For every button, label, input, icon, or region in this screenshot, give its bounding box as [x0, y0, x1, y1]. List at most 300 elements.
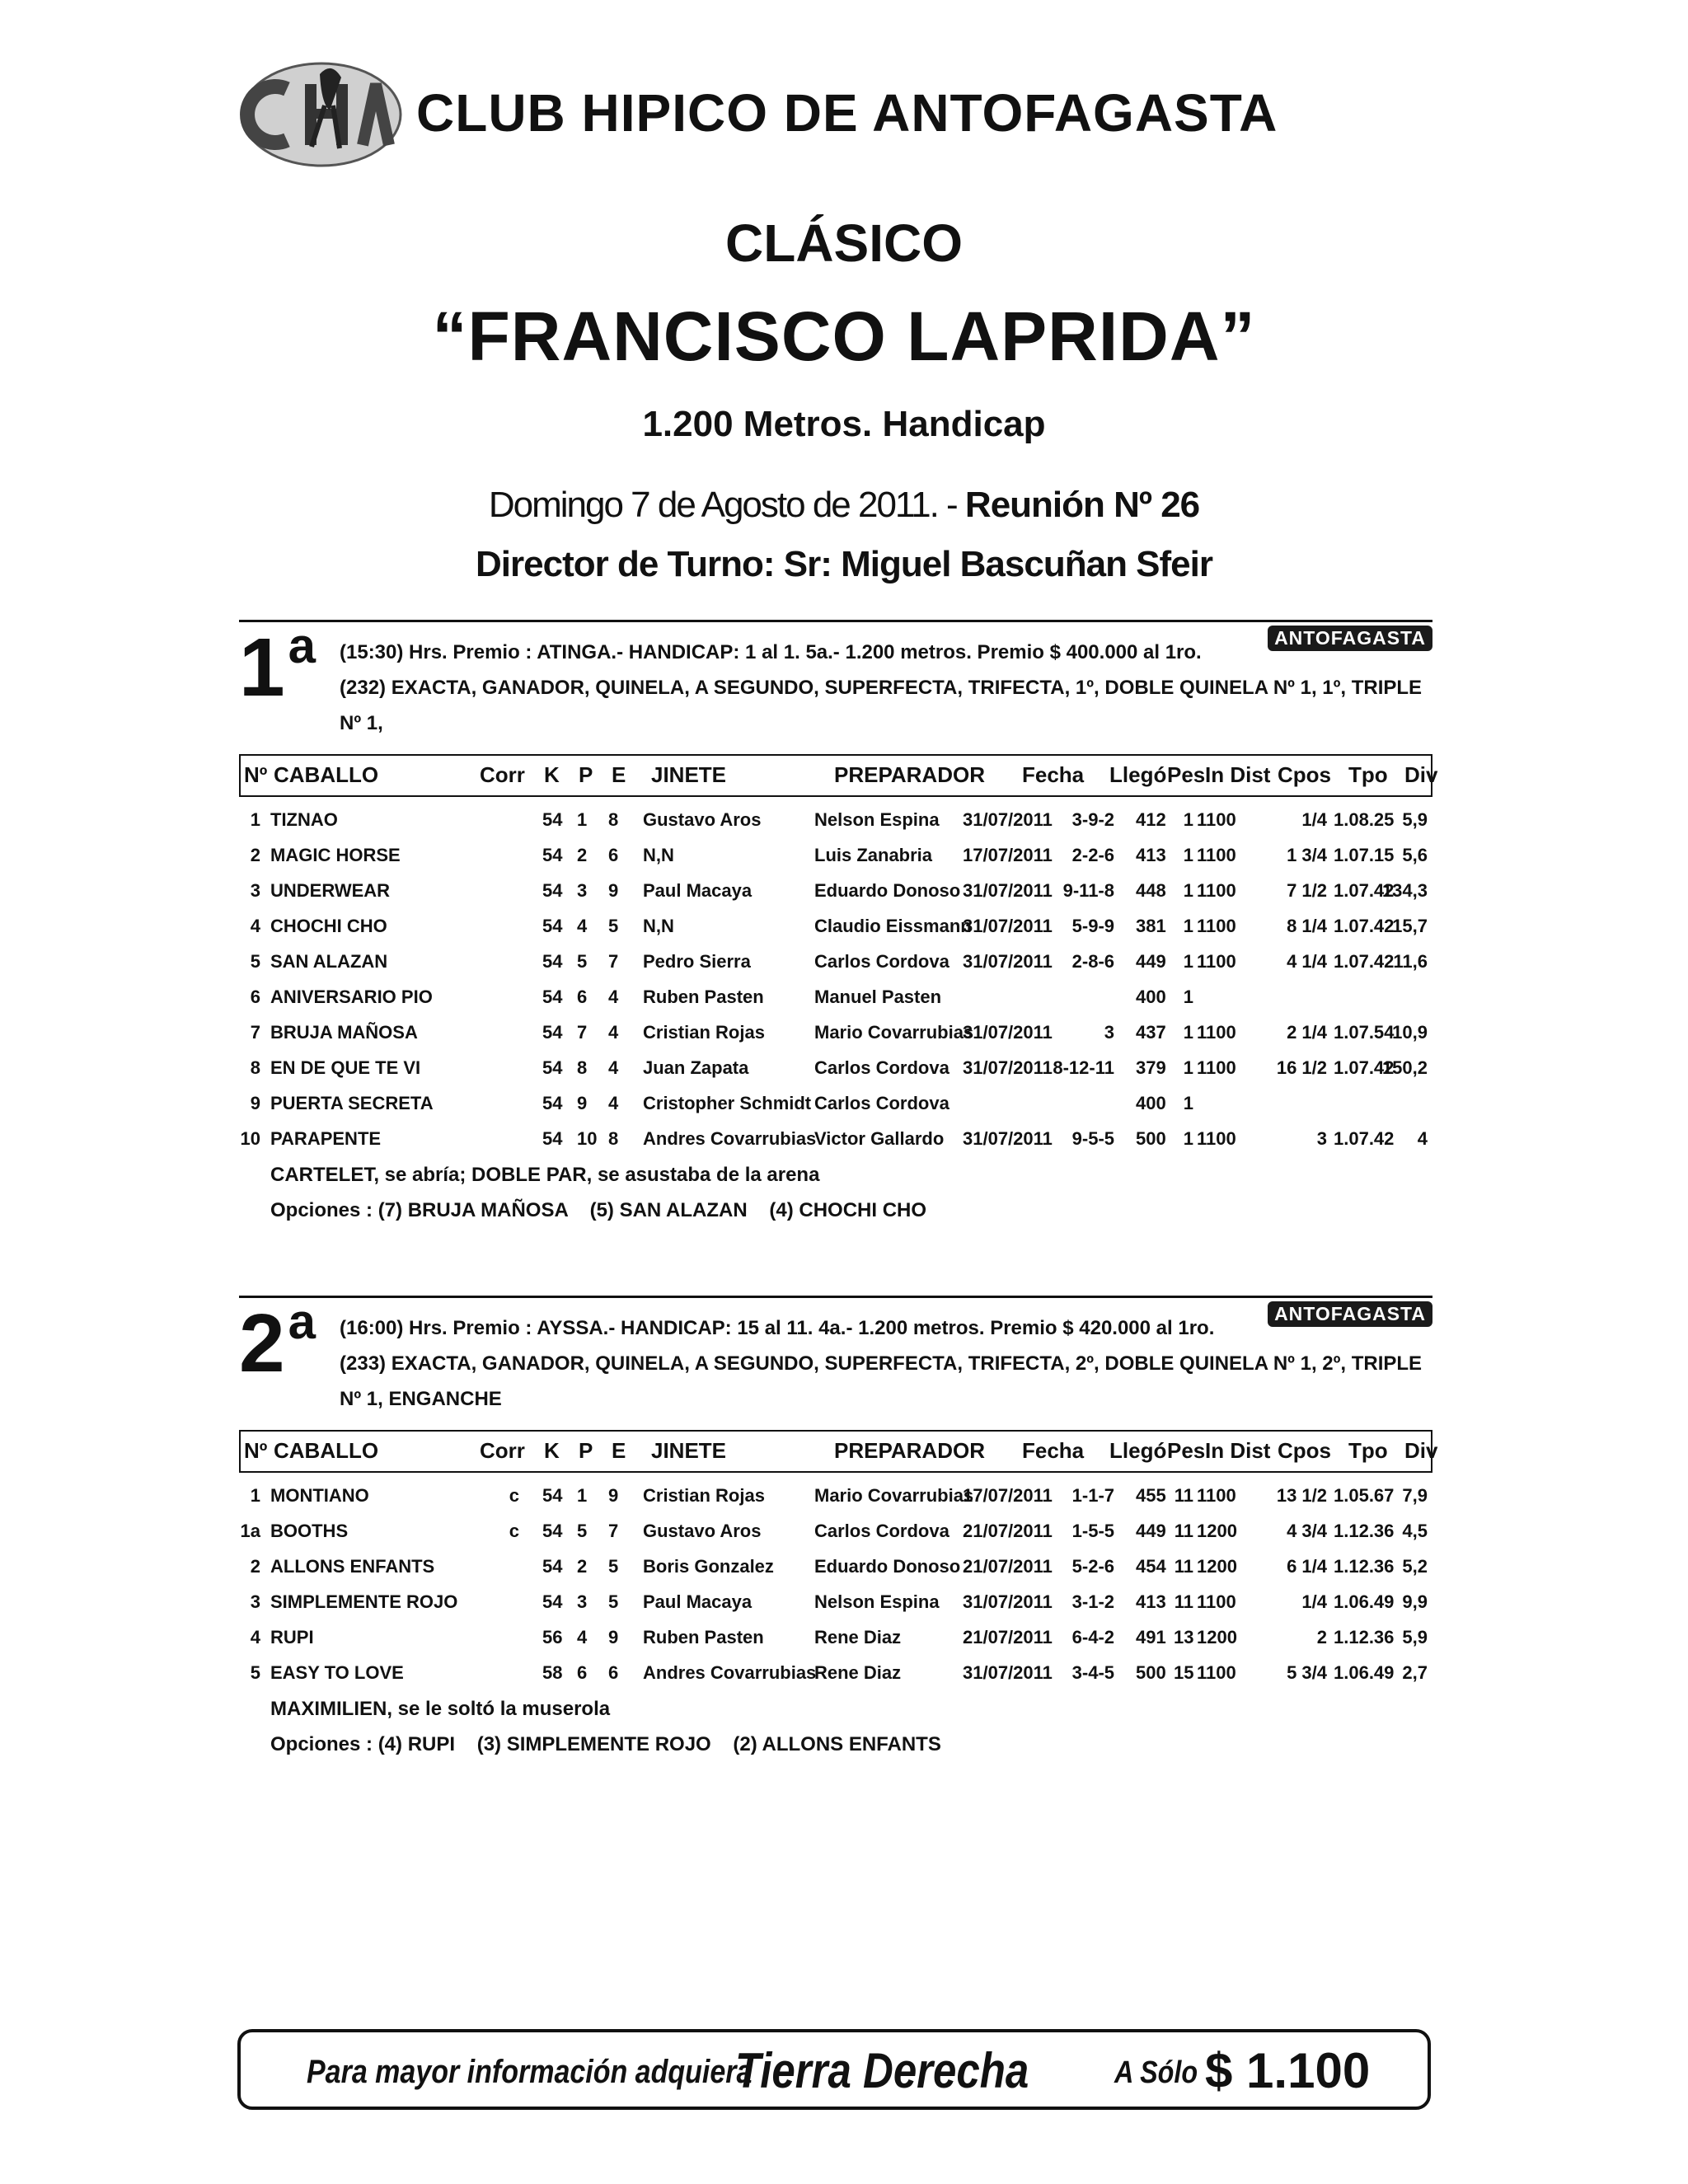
table-row [239, 1551, 1432, 1586]
cell-k: 54 [542, 1591, 563, 1612]
column-header-tpo: Tpo [1348, 1438, 1388, 1463]
cell-dist: 1100 [1197, 845, 1236, 865]
cell-pes: 400 [1136, 1093, 1166, 1113]
cell-k: 54 [542, 1556, 563, 1577]
race-number [239, 618, 316, 714]
race-info [340, 1310, 1428, 1417]
cell-pes: 400 [1136, 987, 1166, 1007]
cell-no: 5 [250, 1662, 260, 1683]
footer-price: $ 1.100 [1205, 2043, 1371, 2098]
cell-div: 2,7 [1402, 1662, 1428, 1683]
cell-no: 3 [250, 880, 260, 901]
cell-p: 1 [577, 809, 588, 830]
cell-jinete: Gustavo Aros [643, 809, 762, 830]
column-header-jinete: JINETE [651, 1438, 727, 1463]
cell-jinete: Andres Covarrubias [643, 1662, 817, 1683]
cell-preparador: Mario Covarrubias [814, 1022, 974, 1043]
cell-tpo: 1.07.42 [1334, 916, 1395, 936]
cell-no: 7 [250, 1022, 260, 1043]
cell-no: 2 [250, 1556, 260, 1577]
cell-no: 9 [250, 1093, 260, 1113]
column-header-llego: Llegó [1109, 762, 1167, 787]
cell-e: 9 [608, 1627, 619, 1647]
cell-cpos: 2 [1316, 1627, 1327, 1647]
cell-k: 54 [542, 880, 563, 901]
cell-in: 1 [1183, 1057, 1193, 1078]
date-line [0, 485, 1688, 526]
cell-llego: 3-4-5 [1071, 1662, 1114, 1683]
cell-e: 5 [608, 1556, 619, 1577]
cell-e: 8 [608, 1128, 619, 1149]
location-badge: ANTOFAGASTA [1268, 626, 1432, 651]
director-line: Director de Turno: Sr: Miguel Bascuñan Sfeir [476, 544, 1212, 584]
column-header-jinete: JINETE [651, 762, 727, 787]
cell-caballo: PARAPENTE [270, 1128, 382, 1149]
cell-pes: 449 [1136, 951, 1166, 972]
cell-k: 54 [542, 1093, 563, 1113]
cell-cpos: 6 1/4 [1287, 1556, 1327, 1577]
cell-no: 6 [250, 987, 260, 1007]
cell-tpo: 1.07.42 [1334, 951, 1395, 972]
cell-no: 4 [250, 916, 260, 936]
cell-in: 13 [1174, 1627, 1194, 1647]
race-info [340, 635, 1428, 741]
event-type: CLÁSICO [725, 213, 963, 273]
race-info-line1: (16:00) Hrs. Premio : AYSSA.- HANDICAP: 15 al 11. 4a.- 1.200 metros. Premio $ 420.000 al 1ro. [340, 1317, 1215, 1339]
cell-caballo: EN DE QUE TE VI [270, 1057, 421, 1078]
cell-in: 1 [1183, 987, 1193, 1007]
cell-fecha: 21/07/2011 [963, 1521, 1053, 1541]
cell-cpos: 13 1/2 [1276, 1485, 1327, 1506]
column-header-corr: Corr [480, 1438, 525, 1463]
cell-in: 15 [1174, 1662, 1194, 1683]
cell-tpo: 1.12.36 [1334, 1556, 1395, 1577]
cell-no: 1 [250, 809, 260, 830]
cell-cpos: 16 1/2 [1276, 1057, 1327, 1078]
cell-p: 9 [577, 1093, 588, 1113]
cell-tpo: 1.07.42 [1334, 1128, 1395, 1149]
race-info-line2: (232) EXACTA, GANADOR, QUINELA, A SEGUNDO, SUPERFECTA, TRIFECTA, 1º, DOBLE QUINELA Nº 1, 1º, TRIPLE [340, 677, 1423, 699]
cell-e: 6 [608, 1662, 619, 1683]
cell-pes: 455 [1136, 1485, 1166, 1506]
cell-pes: 491 [1136, 1627, 1166, 1647]
table-row [239, 1480, 1432, 1516]
cell-jinete: Ruben Pasten [643, 987, 764, 1007]
cell-pes: 379 [1136, 1057, 1166, 1078]
cell-k: 54 [542, 987, 563, 1007]
cell-e: 5 [608, 1591, 619, 1612]
column-header-div: Div [1404, 1438, 1438, 1463]
column-header-pes: Pes [1167, 1438, 1206, 1463]
cell-caballo: MAGIC HORSE [270, 845, 401, 865]
cell-dist: 1100 [1197, 1591, 1236, 1612]
race-info-line3: Nº 1, ENGANCHE [340, 1388, 502, 1410]
cell-preparador: Carlos Cordova [814, 1057, 950, 1078]
cell-jinete: Cristian Rojas [643, 1022, 765, 1043]
cell-in: 1 [1183, 1022, 1193, 1043]
column-header-div: Div [1404, 762, 1438, 787]
club-logo [239, 56, 404, 173]
cell-jinete: Cristian Rojas [643, 1485, 765, 1506]
column-header-no: Nº [244, 762, 268, 787]
column-header-caballo: CABALLO [274, 762, 379, 787]
table-row [239, 982, 1432, 1017]
cell-e: 7 [608, 1521, 619, 1541]
table-row [239, 840, 1432, 875]
cell-corr: c [509, 1521, 519, 1541]
cell-pes: 500 [1136, 1128, 1166, 1149]
cell-e: 4 [608, 1057, 619, 1078]
cell-llego: 3-1-2 [1071, 1591, 1114, 1612]
cell-jinete: Juan Zapata [643, 1057, 749, 1078]
location-badge: ANTOFAGASTA [1268, 1301, 1432, 1327]
table-row [239, 1516, 1432, 1551]
cell-div: 9,9 [1402, 1591, 1428, 1612]
cell-no: 1a [240, 1521, 260, 1541]
column-header-e: E [612, 1438, 626, 1463]
cell-fecha: 31/07/2011 [963, 916, 1053, 936]
race-number-digit: 2 [239, 1297, 285, 1390]
cell-k: 58 [542, 1662, 563, 1683]
race-number [239, 1294, 316, 1390]
cell-corr: c [509, 1485, 519, 1506]
cell-in: 1 [1183, 951, 1193, 972]
club-name: CLUB HIPICO DE ANTOFAGASTA [416, 83, 1278, 143]
cell-preparador: Manuel Pasten [814, 987, 942, 1007]
cell-fecha: 31/07/2011 [963, 809, 1053, 830]
column-header-in_dist: In Dist [1205, 1438, 1271, 1463]
cell-cpos: 4 1/4 [1287, 951, 1327, 972]
column-header-k: K [544, 762, 560, 787]
cell-k: 54 [542, 1521, 563, 1541]
cell-cpos: 7 1/2 [1287, 880, 1327, 901]
cell-tpo: 1.06.49 [1334, 1662, 1395, 1683]
cell-fecha: 31/07/2011 [963, 1662, 1053, 1683]
cell-cpos: 1 3/4 [1287, 845, 1327, 865]
cell-preparador: Mario Covarrubias [814, 1485, 974, 1506]
cell-tpo: 1.08.25 [1334, 809, 1395, 830]
cell-tpo: 1.07.54 [1334, 1022, 1395, 1043]
cell-pes: 437 [1136, 1022, 1166, 1043]
cell-preparador: Luis Zanabria [814, 845, 933, 865]
table-row [239, 1123, 1432, 1159]
cell-cpos: 1/4 [1301, 1591, 1327, 1612]
cell-preparador: Carlos Cordova [814, 1521, 950, 1541]
cell-cpos: 5 3/4 [1287, 1662, 1327, 1683]
cell-p: 6 [577, 1662, 588, 1683]
cell-pes: 413 [1136, 1591, 1166, 1612]
cell-caballo: SAN ALAZAN [270, 951, 388, 972]
cell-pes: 412 [1136, 809, 1166, 830]
date-text: Domingo 7 de Agosto de 2011. - [488, 485, 965, 525]
table-row [239, 1017, 1432, 1052]
cell-no: 5 [250, 951, 260, 972]
cell-cpos: 8 1/4 [1287, 916, 1327, 936]
table-row [239, 1657, 1432, 1693]
cell-llego: 5-9-9 [1071, 916, 1114, 936]
cell-caballo: TIZNAO [270, 809, 338, 830]
cell-tpo: 1.06.49 [1334, 1591, 1395, 1612]
cell-tpo: 1.12.36 [1334, 1627, 1395, 1647]
cell-p: 4 [577, 916, 588, 936]
cell-div: 5,9 [1402, 809, 1428, 830]
cell-pes: 454 [1136, 1556, 1166, 1577]
cell-llego: 2-8-6 [1071, 951, 1114, 972]
cell-div: 4,5 [1402, 1521, 1428, 1541]
cell-dist: 1200 [1197, 1521, 1237, 1541]
cell-caballo: CHOCHI CHO [270, 916, 387, 936]
cell-preparador: Nelson Espina [814, 809, 940, 830]
cell-llego: 1-5-5 [1071, 1521, 1114, 1541]
cell-preparador: Carlos Cordova [814, 1093, 950, 1113]
cell-tpo: 1.07.42 [1334, 880, 1395, 901]
table-row [239, 1088, 1432, 1123]
cell-e: 4 [608, 1022, 619, 1043]
cell-fecha: 17/07/2011 [963, 845, 1053, 865]
cell-jinete: Paul Macaya [643, 1591, 753, 1612]
cell-no: 2 [250, 845, 260, 865]
cell-in: 11 [1174, 1591, 1193, 1612]
race-info-line1: (15:30) Hrs. Premio : ATINGA.- HANDICAP: 1 al 1. 5a.- 1.200 metros. Premio $ 400.000 al 1ro. [340, 641, 1202, 663]
cell-in: 1 [1183, 845, 1193, 865]
cell-llego: 8-12-11 [1053, 1057, 1114, 1078]
column-header-preparador: PREPARADOR [834, 762, 985, 787]
cell-fecha: 31/07/2011 [963, 880, 1053, 901]
cell-p: 2 [577, 1556, 588, 1577]
cell-jinete: Pedro Sierra [643, 951, 751, 972]
cell-e: 7 [608, 951, 619, 972]
cell-caballo: EASY TO LOVE [270, 1662, 404, 1683]
column-header-caballo: CABALLO [274, 1438, 379, 1463]
cell-preparador: Rene Diaz [814, 1662, 902, 1683]
column-header-preparador: PREPARADOR [834, 1438, 985, 1463]
cell-p: 6 [577, 987, 588, 1007]
cell-div: 7,9 [1402, 1485, 1428, 1506]
table-row [239, 946, 1432, 982]
cell-k: 54 [542, 951, 563, 972]
cell-tpo: 1.12.36 [1334, 1521, 1395, 1541]
cell-div: 5,6 [1402, 845, 1428, 865]
cell-jinete: Ruben Pasten [643, 1627, 764, 1647]
cell-div: 4 [1417, 1128, 1428, 1149]
column-header-cpos: Cpos [1278, 1438, 1331, 1463]
cell-dist: 1100 [1197, 916, 1236, 936]
race-note: MAXIMILIEN, se le soltó la muserola [270, 1698, 611, 1720]
cell-k: 54 [542, 1022, 563, 1043]
cell-pes: 413 [1136, 845, 1166, 865]
cell-in: 1 [1183, 916, 1193, 936]
cell-caballo: BRUJA MAÑOSA [270, 1022, 418, 1043]
column-header-fecha: Fecha [1022, 762, 1085, 787]
cell-tpo: 1.05.67 [1334, 1485, 1395, 1506]
cell-caballo: SIMPLEMENTE ROJO [270, 1591, 458, 1612]
race-number-digit: 1 [239, 621, 285, 714]
race-number-suffix: a [288, 618, 316, 673]
distance-line: 1.200 Metros. Handicap [642, 404, 1046, 444]
cell-fecha: 17/07/2011 [963, 1485, 1053, 1506]
cell-p: 2 [577, 845, 588, 865]
cell-llego: 6-4-2 [1071, 1627, 1114, 1647]
cell-jinete: Paul Macaya [643, 880, 753, 901]
cell-dist: 1100 [1197, 1485, 1236, 1506]
cell-cpos: 1/4 [1301, 809, 1327, 830]
race-info-line3: Nº 1, [340, 712, 383, 734]
cell-div: 15,7 [1392, 916, 1428, 936]
cell-jinete: Andres Covarrubias [643, 1128, 817, 1149]
footer-banner [237, 2029, 1431, 2110]
column-header-no: Nº [244, 1438, 268, 1463]
cell-e: 6 [608, 845, 619, 865]
cell-p: 4 [577, 1627, 588, 1647]
cell-caballo: RUPI [270, 1627, 314, 1647]
cell-preparador: Nelson Espina [814, 1591, 940, 1612]
cell-in: 11 [1174, 1556, 1193, 1577]
cell-in: 11 [1174, 1521, 1193, 1541]
cell-e: 9 [608, 1485, 619, 1506]
cell-caballo: BOOTHS [270, 1521, 349, 1541]
cell-no: 8 [250, 1057, 260, 1078]
cell-preparador: Eduardo Donoso [814, 1556, 961, 1577]
column-header-e: E [612, 762, 626, 787]
cell-k: 56 [542, 1627, 563, 1647]
cell-fecha: 21/07/2011 [963, 1627, 1053, 1647]
cell-dist: 1100 [1197, 880, 1236, 901]
cell-llego: 3-9-2 [1071, 809, 1114, 830]
cell-jinete: Cristopher Schmidt [643, 1093, 812, 1113]
cell-preparador: Claudio Eissmann [814, 916, 972, 936]
cell-div: 134,3 [1381, 880, 1428, 901]
cell-caballo: PUERTA SECRETA [270, 1093, 434, 1113]
race-options: Opciones : (4) RUPI (3) SIMPLEMENTE ROJO (2) ALLONS ENFANTS [270, 1733, 941, 1755]
meeting-number: Reunión Nº 26 [964, 485, 1200, 525]
cell-fecha: 31/07/2011 [963, 951, 1053, 972]
race-options: Opciones : (7) BRUJA MAÑOSA (5) SAN ALAZAN (4) CHOCHI CHO [270, 1199, 927, 1221]
race-note: CARTELET, se abría; DOBLE PAR, se asustaba de la arena [270, 1164, 820, 1186]
cell-preparador: Rene Diaz [814, 1627, 902, 1647]
cell-preparador: Carlos Cordova [814, 951, 950, 972]
section-divider [239, 1296, 1432, 1298]
cell-jinete: Boris Gonzalez [643, 1556, 774, 1577]
cell-fecha: 31/07/2011 [963, 1128, 1053, 1149]
cell-fecha: 21/07/2011 [963, 1556, 1053, 1577]
cell-dist: 1100 [1197, 1128, 1236, 1149]
cell-k: 54 [542, 1128, 563, 1149]
cell-no: 1 [250, 1485, 260, 1506]
cell-no: 10 [240, 1128, 260, 1149]
cell-in: 1 [1183, 1093, 1193, 1113]
race-number-suffix: a [288, 1294, 316, 1349]
cell-p: 5 [577, 1521, 588, 1541]
cell-jinete: Gustavo Aros [643, 1521, 762, 1541]
column-header-fecha: Fecha [1022, 1438, 1085, 1463]
table-row [239, 1586, 1432, 1622]
cell-dist: 1100 [1197, 809, 1236, 830]
cell-div: 150,2 [1381, 1057, 1428, 1078]
column-header-pes: Pes [1167, 762, 1206, 787]
cell-llego: 1-1-7 [1071, 1485, 1114, 1506]
race-info-line2: (233) EXACTA, GANADOR, QUINELA, A SEGUNDO, SUPERFECTA, TRIFECTA, 2º, DOBLE QUINELA Nº 1, 2º, TRIPLE [340, 1352, 1423, 1375]
table-row [239, 1622, 1432, 1657]
cell-dist: 1100 [1197, 1662, 1236, 1683]
table-row [239, 1052, 1432, 1088]
cell-in: 1 [1183, 1128, 1193, 1149]
section-divider [239, 620, 1432, 622]
column-header-llego: Llegó [1109, 1438, 1167, 1463]
cell-no: 3 [250, 1591, 260, 1612]
cell-jinete: N,N [643, 845, 674, 865]
column-header-p: P [579, 1438, 593, 1463]
cell-fecha: 31/07/2011 [963, 1057, 1053, 1078]
column-header-tpo: Tpo [1348, 762, 1388, 787]
cell-tpo: 1.07.15 [1334, 845, 1395, 865]
cell-k: 54 [542, 916, 563, 936]
footer-text: Para mayor información adquiera [307, 2054, 753, 2090]
cell-llego: 3 [1104, 1022, 1114, 1043]
cell-jinete: N,N [643, 916, 674, 936]
footer-price-prefix: A Sólo [1114, 2055, 1198, 2090]
cell-e: 8 [608, 809, 619, 830]
column-header-cpos: Cpos [1278, 762, 1331, 787]
column-header-p: P [579, 762, 593, 787]
table-row [239, 911, 1432, 946]
cell-k: 54 [542, 809, 563, 830]
cell-llego: 9-11-8 [1062, 880, 1114, 901]
entries-header [239, 1430, 1438, 1473]
cell-fecha: 31/07/2011 [963, 1022, 1053, 1043]
cell-p: 3 [577, 1591, 588, 1612]
cell-k: 54 [542, 1057, 563, 1078]
cell-pes: 500 [1136, 1662, 1166, 1683]
cell-div: 11,6 [1393, 951, 1428, 972]
table-row [239, 804, 1432, 840]
cell-p: 1 [577, 1485, 588, 1506]
cell-preparador: Victor Gallardo [814, 1128, 945, 1149]
table-row [239, 875, 1432, 911]
cell-e: 4 [608, 987, 619, 1007]
cell-e: 9 [608, 880, 619, 901]
cell-p: 8 [577, 1057, 588, 1078]
cell-k: 54 [542, 845, 563, 865]
cell-p: 7 [577, 1022, 588, 1043]
cell-tpo: 1.07.42 [1334, 1057, 1395, 1078]
cell-e: 5 [608, 916, 619, 936]
cell-div: 5,2 [1402, 1556, 1428, 1577]
column-header-corr: Corr [480, 762, 525, 787]
cell-dist: 1200 [1197, 1627, 1237, 1647]
cell-k: 54 [542, 1485, 563, 1506]
cell-div: 10,9 [1392, 1022, 1428, 1043]
cell-caballo: UNDERWEAR [270, 880, 391, 901]
cell-dist: 1200 [1197, 1556, 1237, 1577]
cell-cpos: 3 [1316, 1128, 1327, 1149]
cell-in: 1 [1183, 809, 1193, 830]
cell-pes: 381 [1136, 916, 1166, 936]
cell-preparador: Eduardo Donoso [814, 880, 961, 901]
cell-llego: 9-5-5 [1071, 1128, 1114, 1149]
cell-caballo: ALLONS ENFANTS [270, 1556, 435, 1577]
cell-cpos: 2 1/4 [1287, 1022, 1327, 1043]
cell-in: 1 [1183, 880, 1193, 901]
cell-p: 10 [577, 1128, 598, 1149]
cell-pes: 448 [1136, 880, 1166, 901]
cell-llego: 5-2-6 [1071, 1556, 1114, 1577]
cell-p: 3 [577, 880, 588, 901]
entries-header [239, 754, 1438, 797]
cell-dist: 1100 [1197, 951, 1236, 972]
cell-in: 11 [1174, 1485, 1193, 1506]
cell-e: 4 [608, 1093, 619, 1113]
race-title: “FRANCISCO LAPRIDA” [432, 298, 1256, 375]
